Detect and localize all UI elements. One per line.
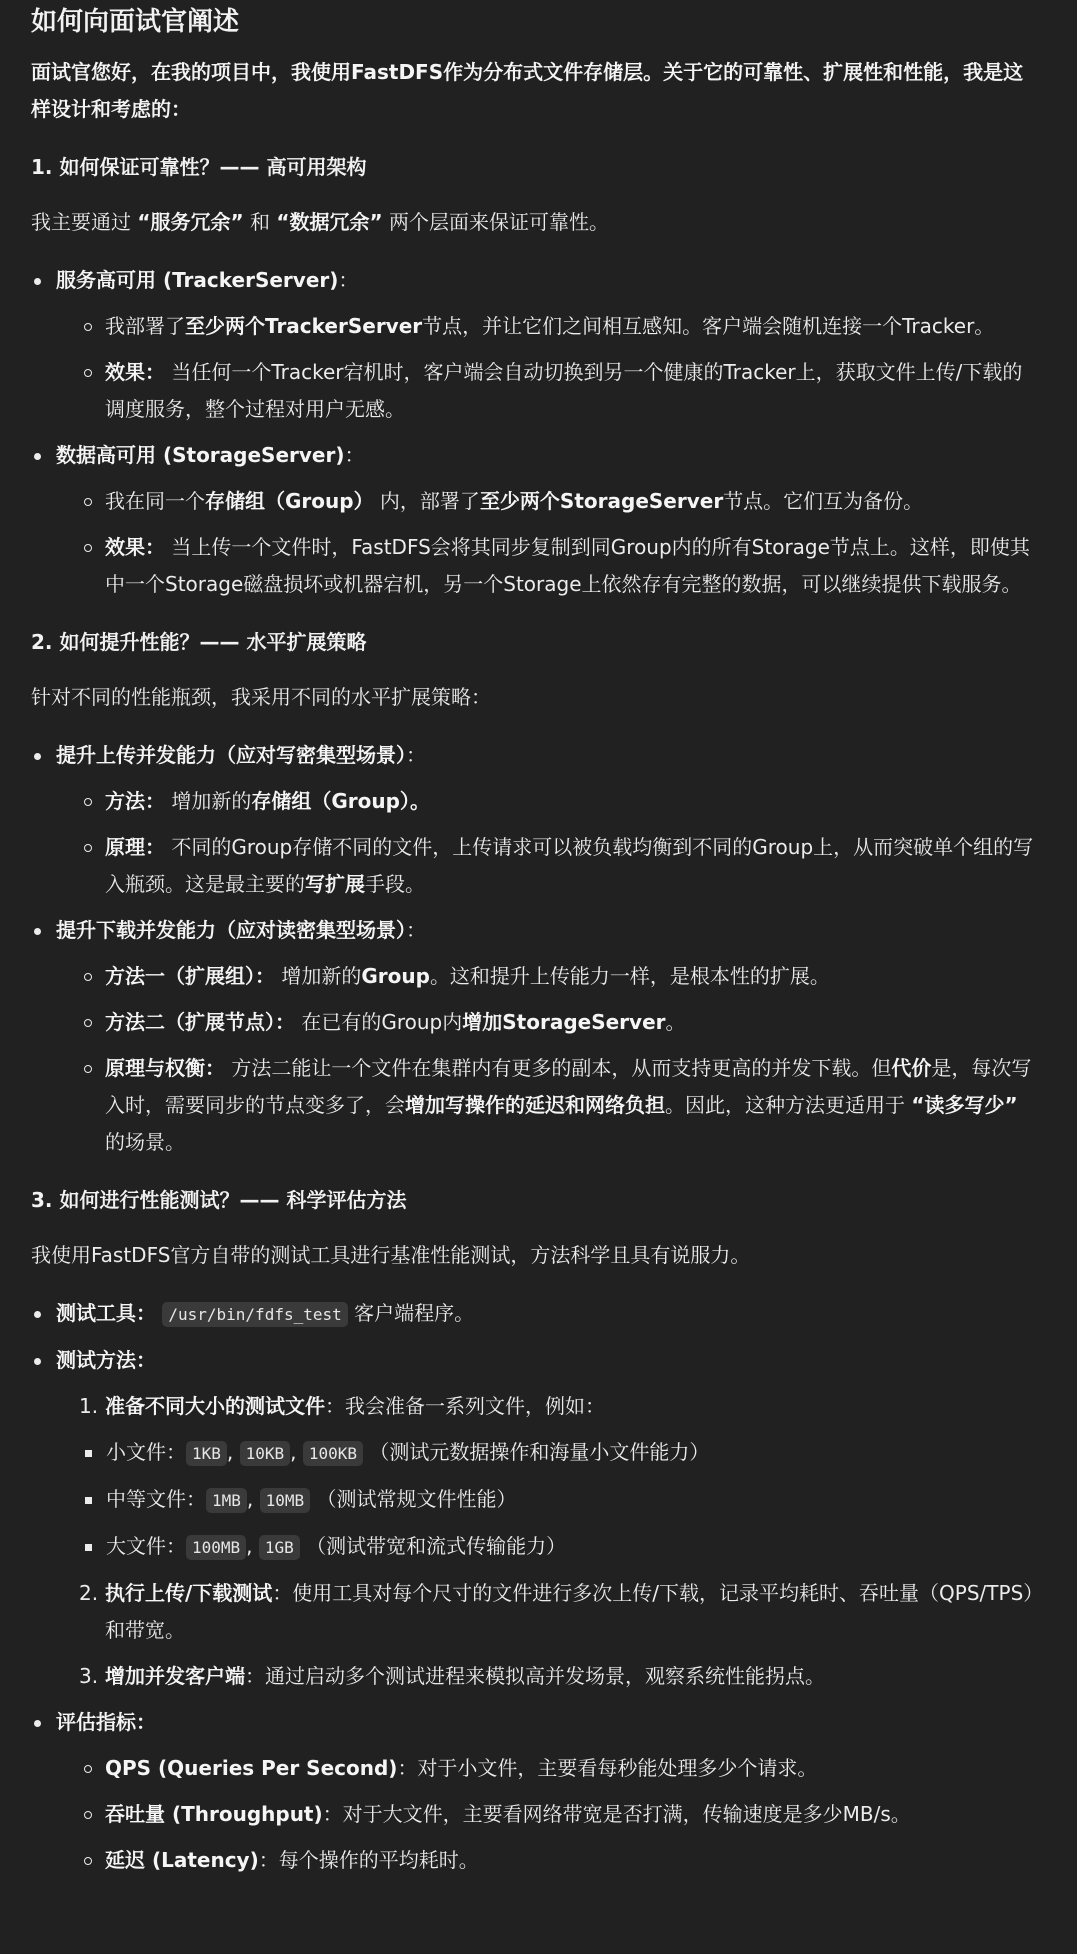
list-item: 效果： 当任何一个Tracker宕机时，客户端会自动切换到另一个健康的Tracker上，获取文件上传/下载的调度服务，整个过程对用户无感。 xyxy=(56,354,1039,428)
list-item-download: 提升下载并发能力（应对读密集型场景）： 方法一（扩展组）： 增加新的Group。这和提升上传能力一样，是根本性的扩展。 方法二（扩展节点）： 在已有的Group内增加StorageServer。 原理与权衡： 方法二能让一个文件在集群内有更多的副本，从而支持更高的并发下载。但代价是，每次写入时，需要同步的节点变多了，会增加写操作的延迟和网络负担。因此，这种方法更适用于 “读多写少” 的场景。 xyxy=(31,912,1039,1161)
code-fdfs-test: /usr/bin/fdfs_test xyxy=(162,1302,347,1327)
section-1-lead: 我主要通过 “服务冗余” 和 “数据冗余” 两个层面来保证可靠性。 xyxy=(31,210,610,234)
page-title: 如何向面试官阐述 xyxy=(31,7,240,37)
list-item: 方法一（扩展组）： 增加新的Group。这和提升上传能力一样，是根本性的扩展。 xyxy=(56,958,1039,995)
list-item: 效果： 当上传一个文件时，FastDFS会将其同步复制到同Group内的所有Storage节点上。这样，即使其中一个Storage磁盘损坏或机器宕机，另一个Storage上依然存有完整的数据，可以继续提供下载服务。 xyxy=(56,529,1039,603)
list-item-metrics: 评估指标： QPS (Queries Per Second)：对于小文件，主要看每秒能处理多少个请求。 吞吐量 (Throughput)：对于大文件，主要看网络带宽是否打满，传输速度是多少MB/s。 延迟 (Latency)：每个操作的平均耗时。 xyxy=(31,1704,1039,1879)
section-3-heading: 3. 如何进行性能测试？—— 科学评估方法 xyxy=(31,1188,407,1212)
list-item-storage-ha: 数据高可用 (StorageServer)： 我在同一个存储组（Group） 内，部署了至少两个StorageServer节点。它们互为备份。 效果： 当上传一个文件时，FastDFS会将其同步复制到同Group内的所有Storage节点上。这样，即使其中一个Storage磁盘损坏或机器宕机，另一个Storage上依然存有完整的数据，可以继续提供下载服务。 xyxy=(31,437,1039,603)
list-item-latency: 延迟 (Latency)：每个操作的平均耗时。 xyxy=(56,1842,1039,1879)
list-item: 方法二（扩展节点）： 在已有的Group内增加StorageServer。 xyxy=(56,1004,1039,1041)
list-item: 原理： 不同的Group存储不同的文件，上传请求可以被负载均衡到不同的Group上，从而突破单个组的写入瓶颈。这是最主要的写扩展手段。 xyxy=(56,829,1039,903)
list-item-upload: 提升上传并发能力（应对写密集型场景）： 方法： 增加新的存储组（Group）。 原理： 不同的Group存储不同的文件，上传请求可以被负载均衡到不同的Group上，从而突破单个组的写入瓶颈。这是最主要的写扩展手段。 xyxy=(31,737,1039,903)
list-item-tracker-ha: 服务高可用 (TrackerServer)： 我部署了至少两个TrackerServer节点，并让它们之间相互感知。客户端会随机连接一个Tracker。 效果： 当任何一个Tracker宕机时，客户端会自动切换到另一个健康的Tracker上，获取文件上传/下载的调度服务，整个过程对用户无感。 xyxy=(31,262,1039,428)
list-item-large-files: 大文件： 100MB , 1GB （测试带宽和流式传输能力） xyxy=(81,1528,1039,1566)
list-item-throughput: 吞吐量 (Throughput)：对于大文件，主要看网络带宽是否打满，传输速度是多少MB/s。 xyxy=(56,1796,1039,1833)
ordered-step-3: 3. 增加并发客户端：通过启动多个测试进程来模拟高并发场景，观察系统性能拐点。 xyxy=(79,1664,825,1688)
list-item-method: 测试方法： 1. 准备不同大小的测试文件：我会准备一系列文件，例如： 小文件： 1KB , 10KB , 100KB （测试元数据操作和海量小文件能力） 中等文件： 1MB , 10MB （测试常规文件性能） 大文件： 100MB , 1GB （测试带宽和流式传输能力） 2. 执行上传/下载测试：使用工具对每个尺寸的文件进行多次上传/下载，记录平均耗时、吞吐量（QPS/TPS）和带宽。 3. 增加并发客户端：通过启动多个测试进程来模拟高并发场景，观察系统性能拐点。 xyxy=(31,1342,1039,1695)
list-item: 我在同一个存储组（Group） 内，部署了至少两个StorageServer节点。它们互为备份。 xyxy=(56,483,1039,520)
list-item-small-files: 小文件： 1KB , 10KB , 100KB （测试元数据操作和海量小文件能力） xyxy=(81,1434,1039,1472)
section-2-heading: 2. 如何提升性能？—— 水平扩展策略 xyxy=(31,630,367,654)
ordered-step-1: 1. 准备不同大小的测试文件：我会准备一系列文件，例如： 小文件： 1KB , 10KB , 100KB （测试元数据操作和海量小文件能力） 中等文件： 1MB , 10MB （测试常规文件性能） 大文件： 100MB , 1GB （测试带宽和流式传输能力） xyxy=(56,1388,1039,1566)
section-3-lead: 我使用FastDFS官方自带的测试工具进行基准性能测试，方法科学且具有说服力。 xyxy=(31,1243,751,1267)
list-item-qps: QPS (Queries Per Second)：对于小文件，主要看每秒能处理多少个请求。 xyxy=(56,1750,1039,1787)
intro-text: 面试官您好，在我的项目中，我使用FastDFS作为分布式文件存储层。关于它的可靠性、扩展性和性能，我是这样设计和考虑的： xyxy=(31,60,1024,121)
list-item: 原理与权衡： 方法二能让一个文件在集群内有更多的副本，从而支持更高的并发下载。但代价是，每次写入时，需要同步的节点变多了，会增加写操作的延迟和网络负担。因此，这种方法更适用于 “读多写少” 的场景。 xyxy=(56,1050,1039,1161)
reliability-list xyxy=(31,262,1039,603)
list-item: 方法： 增加新的存储组（Group）。 xyxy=(56,783,1039,820)
section-2-lead: 针对不同的性能瓶颈，我采用不同的水平扩展策略： xyxy=(31,685,491,709)
performance-list xyxy=(31,737,1039,1161)
intro-paragraph xyxy=(31,54,1039,128)
list-item-tool: 测试工具： /usr/bin/fdfs_test 客户端程序。 xyxy=(31,1295,1039,1333)
list-item: 我部署了至少两个TrackerServer节点，并让它们之间相互感知。客户端会随机连接一个Tracker。 xyxy=(56,308,1039,345)
testing-list xyxy=(31,1295,1039,1879)
list-item-medium-files: 中等文件： 1MB , 10MB （测试常规文件性能） xyxy=(81,1481,1039,1519)
section-1-heading: 1. 如何保证可靠性？—— 高可用架构 xyxy=(31,155,367,179)
ordered-step-2: 2. 执行上传/下载测试：使用工具对每个尺寸的文件进行多次上传/下载，记录平均耗时、吞吐量（QPS/TPS）和带宽。 xyxy=(79,1581,1034,1642)
